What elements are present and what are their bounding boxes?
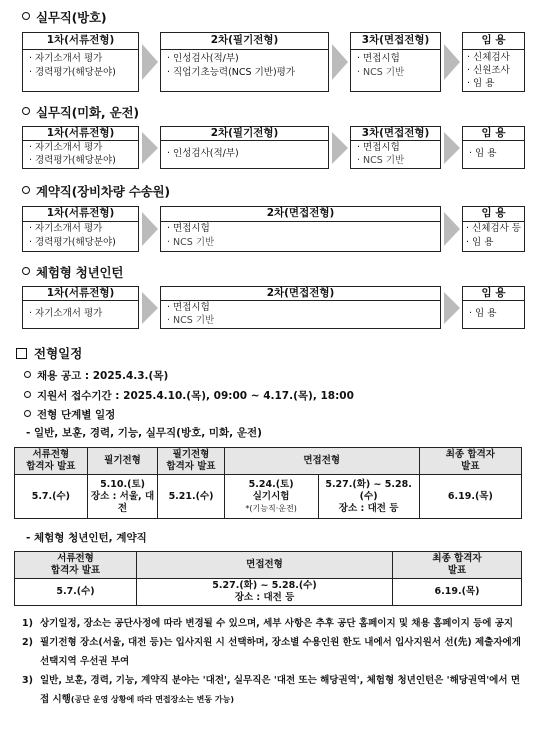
- table-header: 필기전형: [87, 448, 158, 475]
- stage-item: · 경력평가(해당분야): [29, 155, 116, 166]
- table-header: 서류전형 합격자 발표: [15, 552, 137, 579]
- circle-bullet-icon: [24, 410, 31, 417]
- stage-item: · 신체검사: [467, 52, 510, 63]
- arrow-right-icon: [331, 32, 349, 92]
- flow-diagram-3: [22, 286, 525, 329]
- table-cell: 5.7.(수): [15, 475, 88, 519]
- note-number: 3): [22, 675, 33, 686]
- stage-head: 3차(면접전형): [351, 127, 440, 141]
- note-text: 상기일정, 장소는 공단사정에 따라 변경될 수 있으며, 세부 사항은 추후 공단 홈페이지 및 채용 홈페이지 등에 공지: [40, 618, 514, 629]
- arrow-right-icon: [141, 32, 159, 92]
- arrow-right-icon: [141, 206, 159, 252]
- stage-head: 임 용: [463, 33, 524, 50]
- note-number: 1): [22, 618, 33, 629]
- stage-head: 3차(면접전형): [351, 33, 440, 50]
- stage-item: · 면접시험: [167, 302, 210, 313]
- table-cell: [224, 475, 318, 519]
- stage-item: · 신체검사 등: [466, 223, 521, 234]
- note-text: 필기전형 장소(서울, 대전 등)는 입사지원 시 선택하며, 장소별 수용인원 한도 내에서 입사지원서 선(先) 제출자에게 선택지역 우선권 부여: [40, 637, 521, 667]
- flow-diagram-2: [22, 206, 525, 252]
- stage-item: · NCS 기반: [357, 155, 405, 166]
- stage-box: [160, 32, 329, 92]
- stage-item: · 자기소개서 평가: [29, 308, 103, 319]
- flow-diagram-0: [22, 32, 525, 92]
- note-item: [22, 671, 522, 709]
- table-header: 최종 합격자 발표: [419, 448, 521, 475]
- stage-item: · 자기소개서 평가: [29, 142, 103, 153]
- stage-item: · 임 용: [467, 78, 495, 89]
- stage-box: [350, 126, 441, 169]
- stage-head: 1차(서류전형): [23, 287, 138, 301]
- stage-head: 2차(필기전형): [161, 127, 328, 141]
- stage-item: · 면접시험: [167, 223, 210, 234]
- flow-diagram-1: [22, 126, 525, 169]
- circle-bullet-icon: [22, 186, 30, 194]
- stage-item: · 경력평가(해당분야): [29, 237, 116, 248]
- schedule-table-1: [14, 447, 522, 519]
- stage-item: · 자기소개서 평가: [29, 53, 103, 64]
- section-title-2: 계약직(장비차량 수송원): [22, 182, 170, 200]
- arrow-right-icon: [141, 126, 159, 169]
- arrow-right-icon: [443, 32, 461, 92]
- table-cell: 5.21.(수): [158, 475, 224, 519]
- notes: [22, 614, 522, 709]
- stage-head: 1차(서류전형): [23, 127, 138, 141]
- note-number: 2): [22, 637, 33, 648]
- table-cell: 5.7.(수): [15, 579, 137, 606]
- arrow-right-icon: [443, 206, 461, 252]
- stage-item: · 임 용: [469, 308, 497, 319]
- schedule-line: 채용 공고 : 2025.4.3.(목): [24, 368, 168, 383]
- schedule-line: 지원서 접수기간 : 2025.4.10.(목), 09:00 ~ 4.17.(목), 18:00: [24, 388, 354, 403]
- stage-head: 임 용: [463, 127, 524, 141]
- schedule-line: 전형 단계별 일정: [24, 407, 115, 422]
- schedule-table-2: [14, 551, 522, 606]
- table-header: 면접전형: [224, 448, 419, 475]
- table-header: 필기전형 합격자 발표: [158, 448, 224, 475]
- stage-box: [160, 286, 441, 329]
- schedule-sub2: - 체험형 청년인턴, 계약직: [26, 532, 147, 544]
- stage-box: [22, 32, 139, 92]
- stage-item: · NCS 기반: [167, 315, 215, 326]
- circle-bullet-icon: [22, 267, 30, 275]
- table-cell: 5.27.(화) ~ 5.28.(수) 장소 : 대전 등: [318, 475, 419, 519]
- stage-box: [22, 206, 139, 252]
- section-title-1: 실무직(미화, 운전): [22, 103, 139, 121]
- stage-item: · 면접시험: [357, 53, 400, 64]
- section-title-3: 체험형 청년인턴: [22, 263, 123, 281]
- stage-item: · 면접시험: [357, 142, 400, 153]
- stage-item: · 신원조사: [467, 65, 510, 76]
- note-text: 일반, 보훈, 경력, 기능, 계약직 분야는 '대전', 실무직은 '대전 또는 해당권역', 체험형 청년인턴은 '해당권역'에서 면접 시행: [40, 675, 521, 705]
- stage-head: 임 용: [463, 207, 524, 222]
- table-cell: 5.10.(토) 장소 : 서울, 대전: [87, 475, 158, 519]
- circle-bullet-icon: [24, 371, 31, 378]
- stage-box: [462, 206, 525, 252]
- note-small-text: (공단 운영 상황에 따라 면접장소는 변동 가능): [70, 695, 234, 704]
- arrow-right-icon: [443, 286, 461, 329]
- stage-head: 2차(면접전형): [161, 287, 440, 301]
- stage-item: · 임 용: [466, 237, 494, 248]
- circle-bullet-icon: [24, 391, 31, 398]
- square-bullet-icon: [16, 348, 27, 359]
- stage-head: 1차(서류전형): [23, 33, 138, 50]
- stage-item: · 인성검사(적/부): [167, 53, 239, 64]
- table-cell: 6.19.(목): [419, 475, 521, 519]
- stage-box: [462, 32, 525, 92]
- arrow-right-icon: [443, 126, 461, 169]
- stage-head: 2차(필기전형): [161, 33, 328, 50]
- stage-item: · 임 용: [469, 148, 497, 159]
- stage-box: [22, 126, 139, 169]
- stage-item: · 자기소개서 평가: [29, 223, 103, 234]
- table-header: 서류전형 합격자 발표: [15, 448, 88, 475]
- section-title-0: 실무직(방호): [22, 8, 106, 26]
- stage-head: 2차(면접전형): [161, 207, 440, 222]
- schedule-heading: 전형일정: [16, 344, 82, 362]
- stage-head: 1차(서류전형): [23, 207, 138, 222]
- stage-box: [350, 32, 441, 92]
- stage-item: · NCS 기반: [167, 237, 215, 248]
- stage-box: [160, 206, 441, 252]
- schedule-sub1: - 일반, 보훈, 경력, 기능, 실무직(방호, 미화, 운전): [26, 427, 262, 439]
- table-header: 면접전형: [137, 552, 393, 579]
- stage-box: [22, 286, 139, 329]
- stage-item: · 직업기초능력(NCS 기반)평가: [167, 67, 296, 78]
- stage-box: [462, 126, 525, 169]
- stage-item: · 인성검사(적/부): [167, 148, 239, 159]
- note-item: [22, 633, 522, 671]
- circle-bullet-icon: [22, 12, 30, 20]
- table-header: 최종 합격자 발표: [393, 552, 522, 579]
- stage-item: · 경력평가(해당분야): [29, 67, 116, 78]
- stage-head: 임 용: [463, 287, 524, 301]
- table-cell: 6.19.(목): [393, 579, 522, 606]
- stage-box: [462, 286, 525, 329]
- table-cell-text: 5.24.(토) 실기시험: [248, 478, 294, 502]
- circle-bullet-icon: [22, 107, 30, 115]
- arrow-right-icon: [141, 286, 159, 329]
- stage-box: [160, 126, 329, 169]
- arrow-right-icon: [331, 126, 349, 169]
- table-cell: 5.27.(화) ~ 5.28.(수) 장소 : 대전 등: [137, 579, 393, 606]
- stage-item: · NCS 기반: [357, 67, 405, 78]
- note-item: [22, 614, 522, 633]
- table-cell-note: *(기능직·운전): [245, 503, 297, 513]
